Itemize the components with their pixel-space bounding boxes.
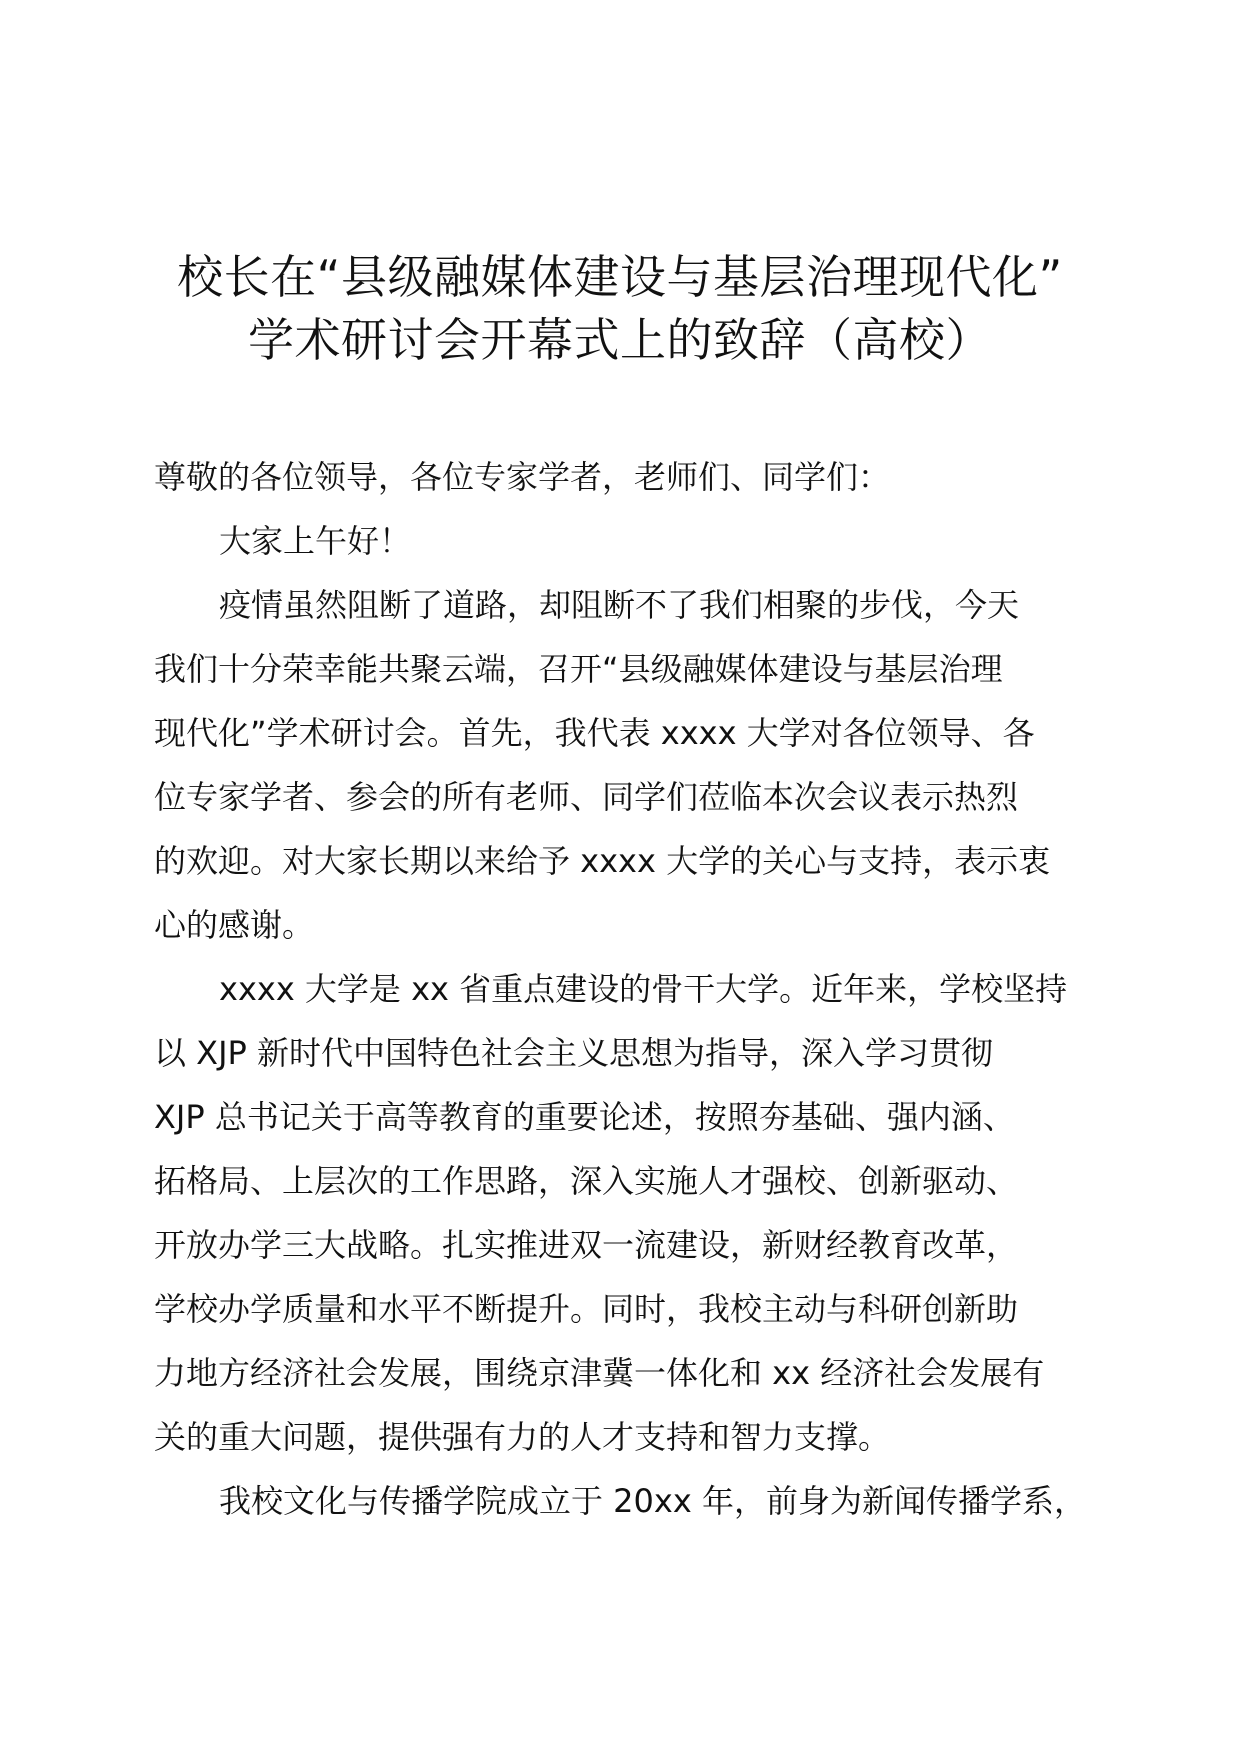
paragraph-1 (154, 573, 1114, 957)
paragraph-line: 拓格局、上层次的工作思路，深入实施人才强校、创新驱动、 (154, 1162, 1019, 1200)
paragraph-line: 的欢迎。对大家长期以来给予 xxxx 大学的关心与支持，表示衷 (154, 842, 1051, 880)
paragraph-line: XJP 总书记关于高等教育的重要论述，按照夯基础、强内涵、 (154, 1098, 1015, 1136)
title-line: 校长在“县级融媒体建设与基层治理现代化” (177, 250, 1063, 304)
paragraph-line: xxxx 大学是 xx 省重点建设的骨干大学。近年来，学校坚持 (219, 970, 1068, 1008)
paragraph-line: 心的感谢。 (154, 906, 315, 944)
document-title (140, 246, 1100, 372)
paragraph-line: 现代化”学术研讨会。首先，我代表 xxxx 大学对各位领导、各 (154, 714, 1035, 752)
paragraph-line: 我们十分荣幸能共聚云端，召开“县级融媒体建设与基层治理 (154, 650, 1003, 688)
paragraph-line: 位专家学者、参会的所有老师、同学们莅临本次会议表示热烈 (154, 778, 1019, 816)
salutation: 尊敬的各位领导，各位专家学者，老师们、同学们： (154, 458, 891, 496)
document-body (154, 445, 1114, 1533)
paragraph-line: 以 XJP 新时代中国特色社会主义思想为指导，深入学习贯彻 (154, 1034, 994, 1072)
paragraph-line: 力地方经济社会发展，围绕京津冀一体化和 xx 经济社会发展有 (154, 1354, 1045, 1392)
paragraph-line: 开放办学三大战略。扎实推进双一流建设，新财经教育改革， (154, 1226, 1019, 1264)
paragraph-3 (154, 1469, 1114, 1533)
paragraph-line: 学校办学质量和水平不断提升。同时，我校主动与科研创新助 (154, 1290, 1019, 1328)
paragraph-2 (154, 957, 1114, 1469)
greeting: 大家上午好！ (219, 522, 412, 560)
paragraph-line: 疫情虽然阻断了道路，却阻断不了我们相聚的步伐，今天 (219, 586, 1020, 624)
paragraph-line: 关的重大问题，提供强有力的人才支持和智力支撑。 (154, 1418, 891, 1456)
paragraph-line: 我校文化与传播学院成立于 20xx 年，前身为新闻传播学系， (219, 1482, 1086, 1520)
title-line: 学术研讨会开幕式上的致辞（高校） (248, 313, 992, 367)
